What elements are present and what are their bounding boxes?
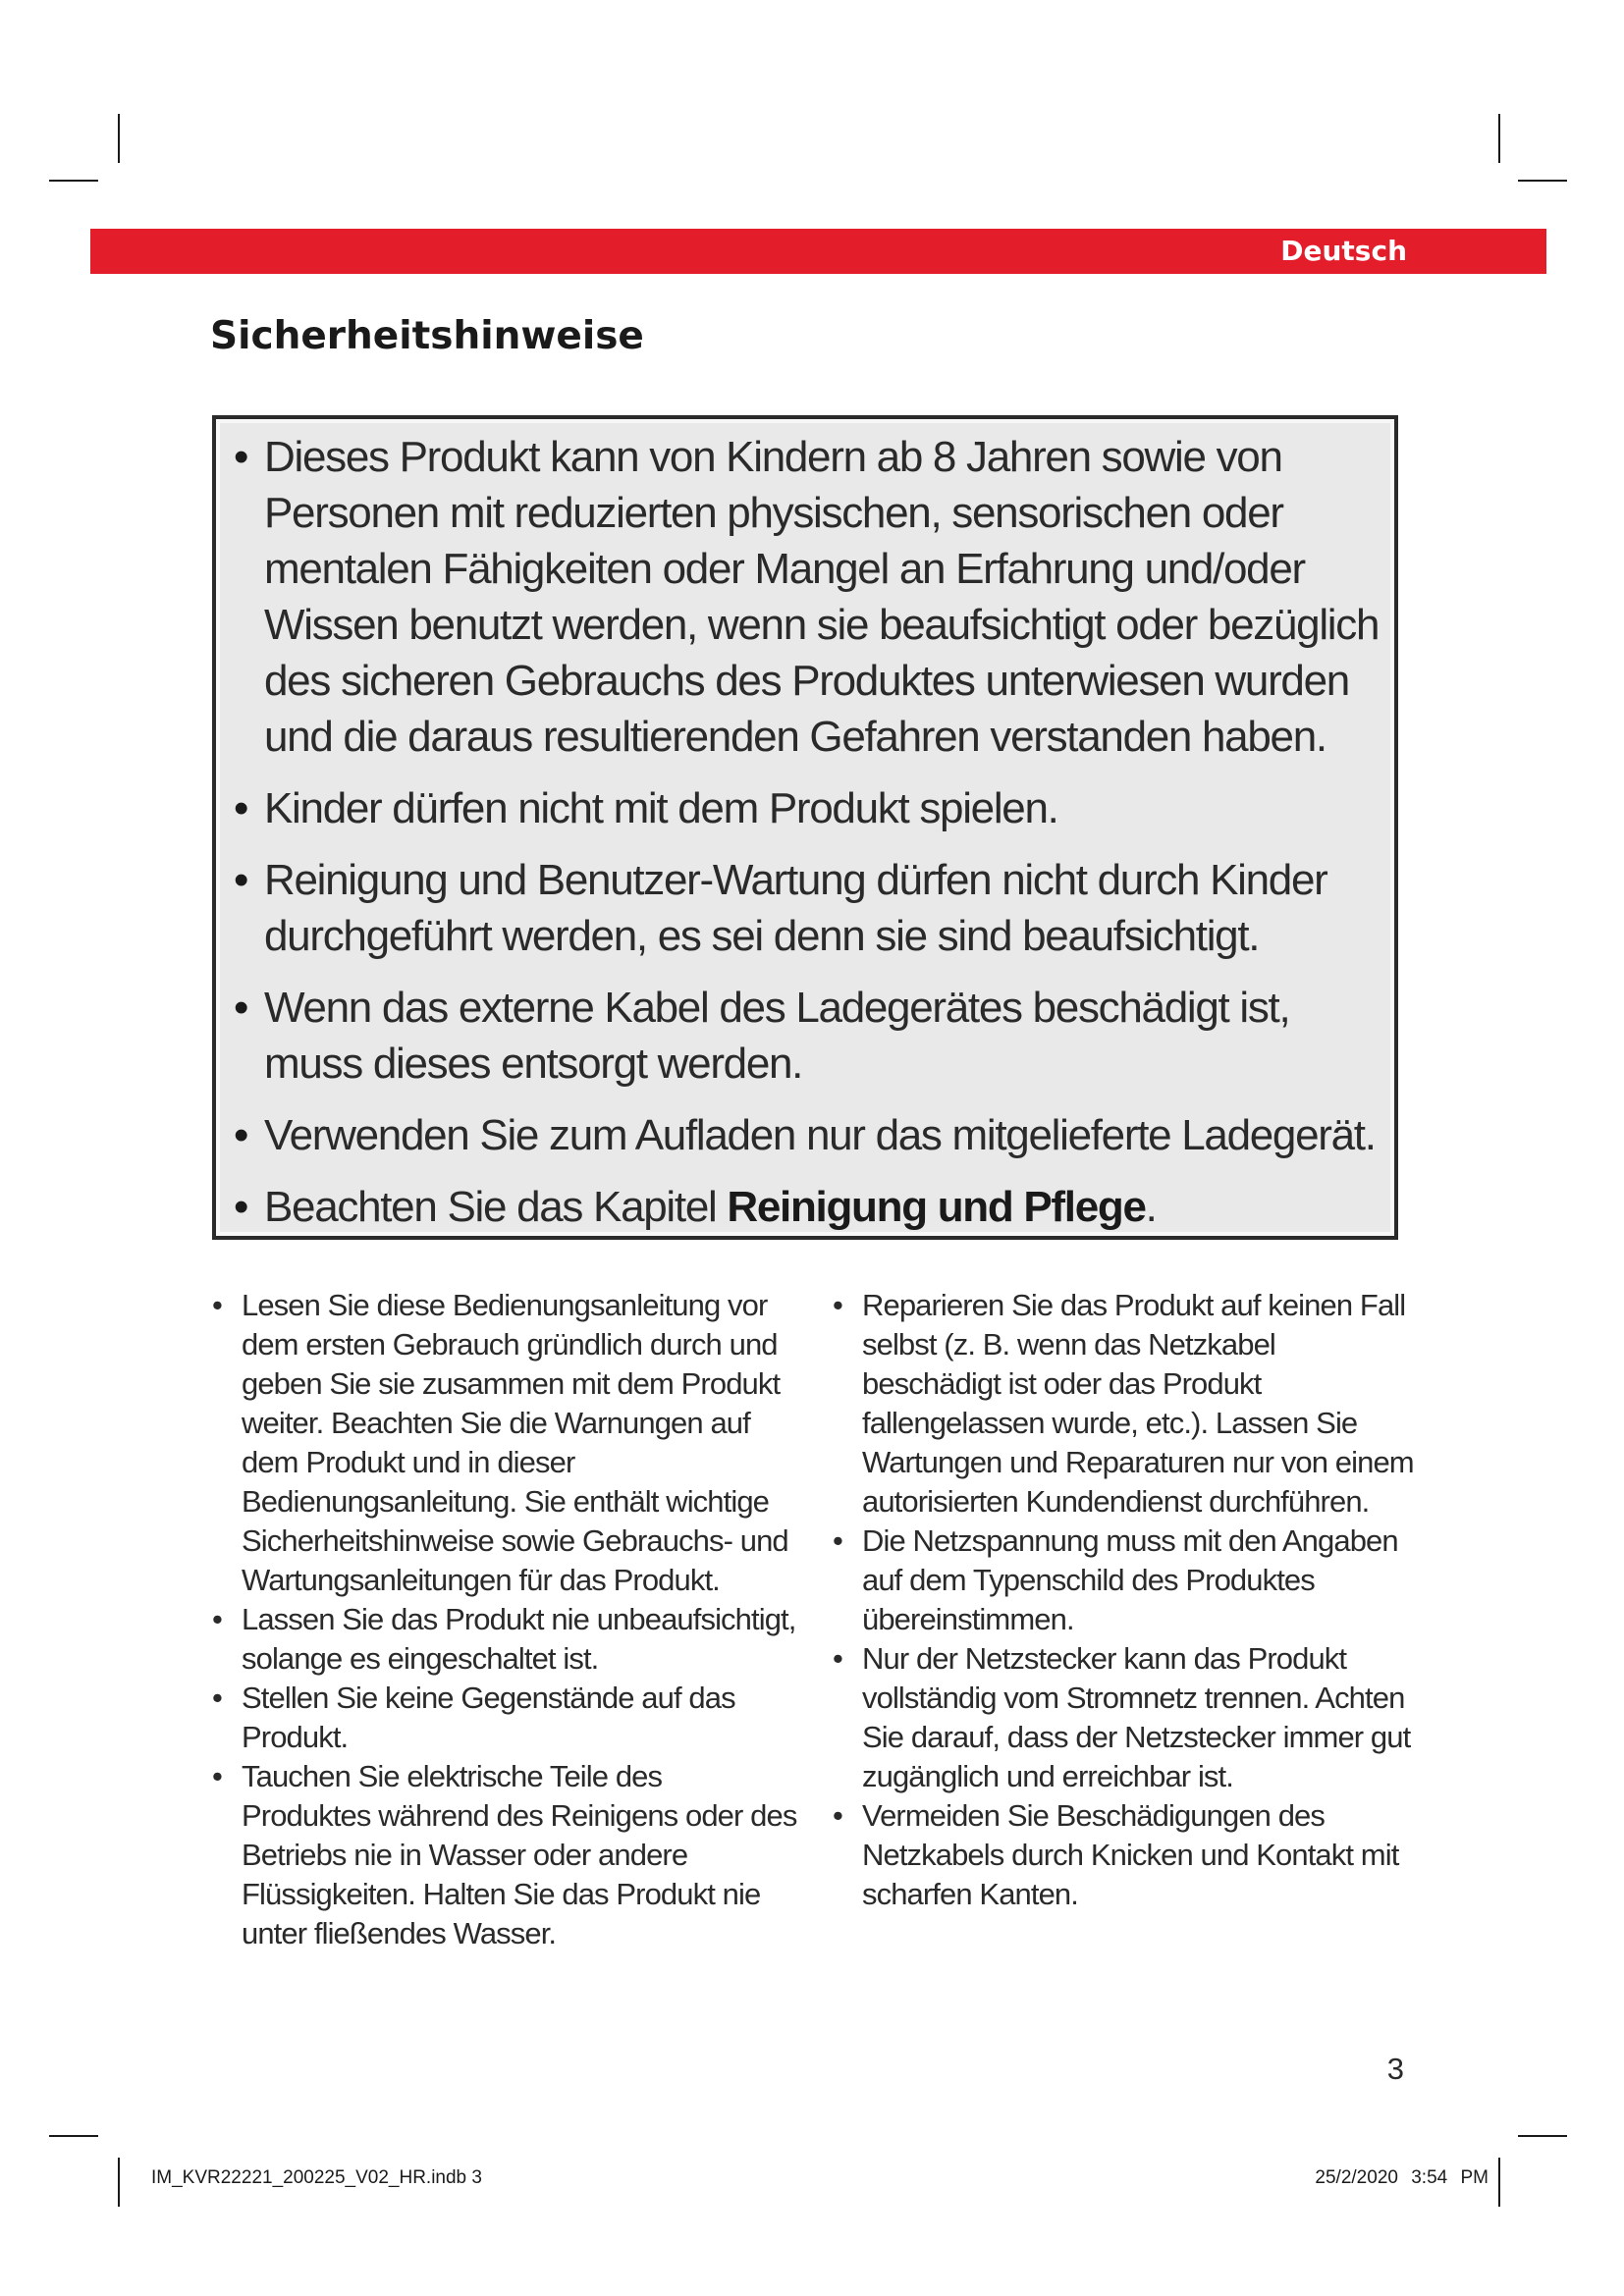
page-title: Sicherheitshinweise — [210, 314, 644, 358]
list-item: • Tauchen Sie elektrische Teile des Produktes während des Reinigens oder des Betriebs nie in Wasser oder andere Flüssigkeiten. Halten Sie das Produkt nie unter fließendes Wasser. — [208, 1757, 797, 1953]
list-item: • Die Netzspannung muss mit den Angaben auf dem Typenschild des Produktes übereinstimmen. — [829, 1522, 1418, 1639]
crop-mark-bottom-left-vertical — [118, 2158, 120, 2207]
language-header-bar — [90, 229, 1546, 274]
chapter-reference-title: Reinigung und Pflege — [727, 1183, 1146, 1231]
warning-item-cleaning-chapter — [234, 1179, 1386, 1235]
warning-item-no-play: • Kinder dürfen nicht mit dem Produkt spielen. — [234, 780, 1386, 836]
footer-timestamp: 25/2/2020 3:54 PM — [1315, 2167, 1489, 2188]
list-item: • Lassen Sie das Produkt nie unbeaufsichtigt, solange es eingeschaltet ist. — [208, 1600, 797, 1679]
list-item: • Vermeiden Sie Beschädigungen des Netzkabels durch Knicken und Kontakt mit scharfen Kanten. — [829, 1796, 1418, 1914]
warning-item-supplied-charger: • Verwenden Sie zum Aufladen nur das mitgelieferte Ladegerät. — [234, 1107, 1386, 1163]
crop-mark-top-right-horizontal — [1518, 180, 1567, 182]
left-safety-list — [208, 1286, 797, 1953]
right-safety-list — [829, 1286, 1418, 1914]
crop-mark-top-right-vertical — [1498, 114, 1500, 163]
warning-item-cleaning: • Reinigung und Benutzer-Wartung dürfen nicht durch Kinder durchgeführt werden, es sei denn sie sind beaufsichtigt. — [234, 852, 1386, 964]
footer-file-name: IM_KVR22221_200225_V02_HR.indb 3 — [151, 2167, 482, 2188]
chapter-reference-prefix: Beachten Sie das Kapitel — [264, 1183, 728, 1231]
list-item: • Stellen Sie keine Gegenstände auf das Produkt. — [208, 1679, 797, 1757]
chapter-reference-suffix: . — [1145, 1183, 1157, 1231]
list-item: • Lesen Sie diese Bedienungsanleitung vor dem ersten Gebrauch gründlich durch und geben Sie sie zusammen mit dem Produkt weiter. Beachten Sie die Warnungen auf dem Produkt und in dieser Bedienungsanleitung. Sie enthält wichtige Sicherheitshinweise sowie Gebrauchs- und Wartungsanleitungen für das Produkt. — [208, 1286, 797, 1600]
crop-mark-bottom-right-vertical — [1498, 2158, 1500, 2207]
warning-item-children-age: • Dieses Produkt kann von Kindern ab 8 Jahren sowie von Personen mit reduzierten physischen, sensorischen oder mentalen Fähigkeiten oder Mangel an Erfahrung und/oder Wissen benutzt werden, wenn sie beaufsichtigt oder bezüglich des sicheren Gebrauchs des Produktes unterwiesen wurden und die daraus resultierenden Gefahren verstanden haben. — [234, 429, 1386, 765]
left-column — [208, 1286, 797, 1953]
language-label: Deutsch — [1280, 235, 1407, 267]
list-item: • Nur der Netzstecker kann das Produkt vollständig vom Stromnetz trennen. Achten Sie darauf, dass der Netzstecker immer gut zugänglich und erreichbar ist. — [829, 1639, 1418, 1796]
crop-mark-top-left-vertical — [118, 114, 120, 163]
crop-mark-bottom-left-horizontal — [49, 2135, 98, 2137]
warning-list — [234, 429, 1386, 1235]
warning-box — [212, 415, 1398, 1240]
crop-mark-bottom-right-horizontal — [1518, 2135, 1567, 2137]
right-column — [829, 1286, 1418, 1914]
warning-item-charger-cable: • Wenn das externe Kabel des Ladegerätes beschädigt ist, muss dieses entsorgt werden. — [234, 980, 1386, 1092]
crop-mark-top-left-horizontal — [49, 180, 98, 182]
list-item: • Reparieren Sie das Produkt auf keinen Fall selbst (z. B. wenn das Netzkabel beschädigt ist oder das Produkt fallengelassen wurde, etc.). Lassen Sie Wartungen und Reparaturen nur von einem autorisierten Kundendienst durchführen. — [829, 1286, 1418, 1522]
page-number: 3 — [1386, 2052, 1404, 2086]
